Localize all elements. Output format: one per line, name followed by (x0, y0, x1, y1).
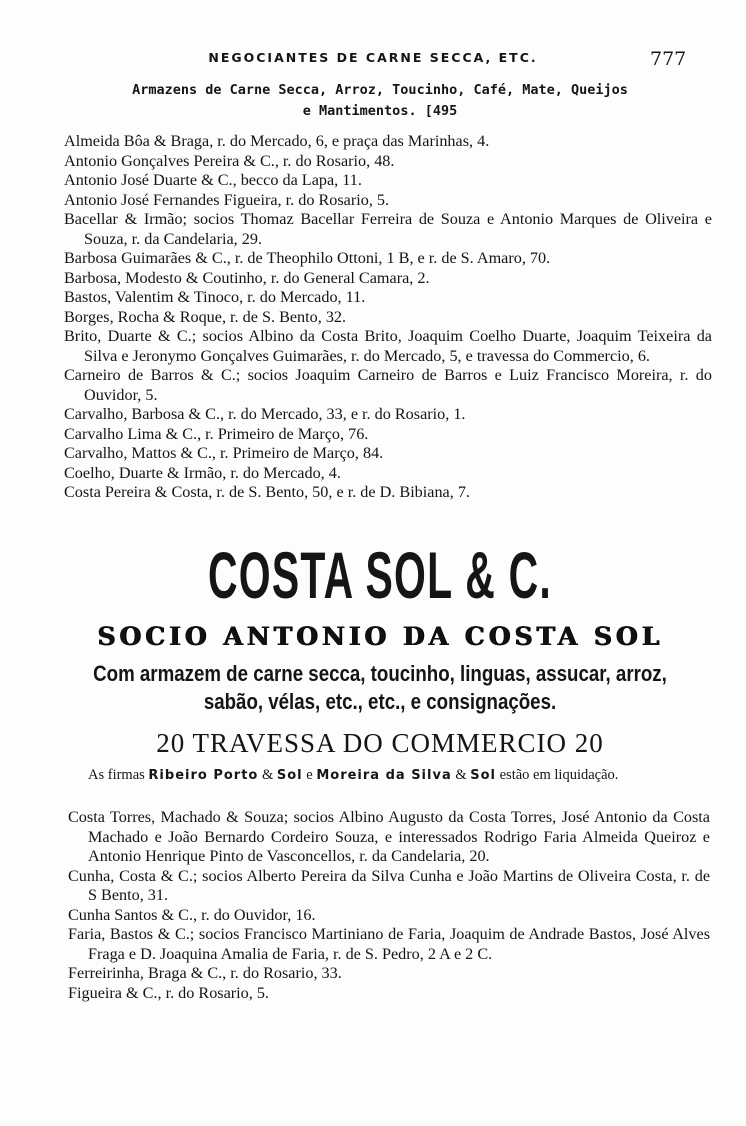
list-item: Faria, Bastos & C.; socios Francisco Martiniano de Faria, Joaquim de Andrade Bastos, José Alves Fraga e D. Joaquina Amalia de Faria, r. de S. Pedro, 2 A e 2 C. (68, 925, 710, 963)
liquidation-firm: Sol (276, 768, 303, 783)
liquidation-firm: Moreira da Silva (316, 768, 452, 783)
list-item: Cunha Santos & C., r. do Ouvidor, 16. (68, 905, 316, 924)
list-item: Carvalho Lima & C., r. Primeiro de Março, 76. (64, 424, 369, 443)
list-item: Borges, Rocha & Roque, r. de S. Bento, 32. (64, 307, 347, 326)
list-item: Antonio José Duarte & C., becco da Lapa, 11. (64, 171, 362, 189)
list-item: Bacellar & Irmão; socios Thomaz Bacellar Ferreira de Souza e Antonio Marques de Oliveira e Souza, r. da Candelaria, 29. (64, 210, 712, 248)
liquidation-suffix: estão em liquidação. (499, 767, 619, 783)
liquidation-firm: Sol (470, 768, 496, 783)
section-heading-line1: Armazens de Carne Secca, Arroz, Toucinho, Café, Mate, Queijos (132, 82, 628, 98)
entries-list-top (64, 132, 712, 503)
list-item: Coelho, Duarte & Irmão, r. do Mercado, 4. (64, 463, 341, 482)
list-item: Barbosa Guimarães & C., r. de Theophilo Ottoni, 1 B, e r. de S. Amaro, 70. (64, 249, 551, 267)
list-item: Antonio José Fernandes Figueira, r. do Rosario, 5. (64, 190, 390, 209)
list-item: Costa Torres, Machado & Souza; socios Albino Augusto da Costa Torres, José Antonio da Costa Machado e João Bernardo Cordeiro Souza, e interessados Rodrigo Faria Almeida Queiroz e Antonio Henrique Pinto de Vasconcellos, r. da Candelaria, 20. (68, 808, 710, 865)
liquidation-prefix: As firmas (88, 767, 145, 783)
list-item: Carvalho, Mattos & C., r. Primeiro de Março, 84. (64, 444, 384, 462)
list-item: Figueira & C., r. do Rosario, 5. (68, 983, 269, 1002)
liquidation-amp: & (261, 767, 274, 783)
list-item: Carvalho, Barbosa & C., r. do Mercado, 33, e r. do Rosario, 1. (64, 405, 466, 423)
liquidation-amp: & (455, 767, 467, 783)
liquidation-firm: Ribeiro Porto (148, 768, 259, 783)
running-title: NEGOCIANTES DE CARNE SECCA, ETC. (208, 50, 538, 65)
entries-list-bottom (68, 808, 710, 1003)
list-item: Carneiro de Barros & C.; socios Joaquim Carneiro de Barros e Luiz Francisco Moreira, r. do Ouvidor, 5. (64, 366, 712, 404)
list-item: Brito, Duarte & C.; socios Albino da Costa Brito, Joaquim Coelho Duarte, Joaquim Teixeira da Silva e Jeronymo Gonçalves Guimarães, r. do Mercado, 5, e travessa do Commercio, 6. (64, 327, 712, 365)
list-item: Bastos, Valentim & Tinoco, r. do Mercado, 11. (64, 288, 366, 306)
advert-partner: SOCIO ANTONIO DA COSTA SOL (97, 622, 663, 651)
liquidation-conj: e (306, 767, 313, 783)
advert-description (91, 660, 669, 716)
list-item: Antonio Gonçalves Pereira & C., r. do Rosario, 48. (64, 151, 395, 170)
liquidation-note (66, 766, 714, 786)
advert-description-line1: Com armazem de carne secca, toucinho, linguas, assucar, arroz, (93, 661, 667, 686)
advert-address: 20 TRAVESSA DO COMMERCIO 20 (156, 728, 604, 758)
advert-description-line2: sabão, vélas, etc., etc., e consignações. (203, 689, 557, 714)
section-heading (60, 80, 700, 122)
list-item: Barbosa, Modesto & Coutinho, r. do General Camara, 2. (64, 268, 430, 287)
list-item: Ferreirinha, Braga & C., r. do Rosario, 33. (68, 964, 342, 982)
list-item: Almeida Bôa & Braga, r. do Mercado, 6, e praça das Marinhas, 4. (64, 132, 490, 150)
list-item: Costa Pereira & Costa, r. de S. Bento, 50, e r. de D. Bibiana, 7. (64, 483, 470, 501)
page-number: 777 (650, 48, 687, 70)
list-item: Cunha, Costa & C.; socios Alberto Pereira da Silva Cunha e João Martins de Oliveira Costa, r. de S Bento, 31. (68, 866, 710, 904)
advert-firm-name: COSTA SOL & C. (208, 538, 552, 612)
section-heading-line2: e Mantimentos. [495 (302, 103, 458, 119)
